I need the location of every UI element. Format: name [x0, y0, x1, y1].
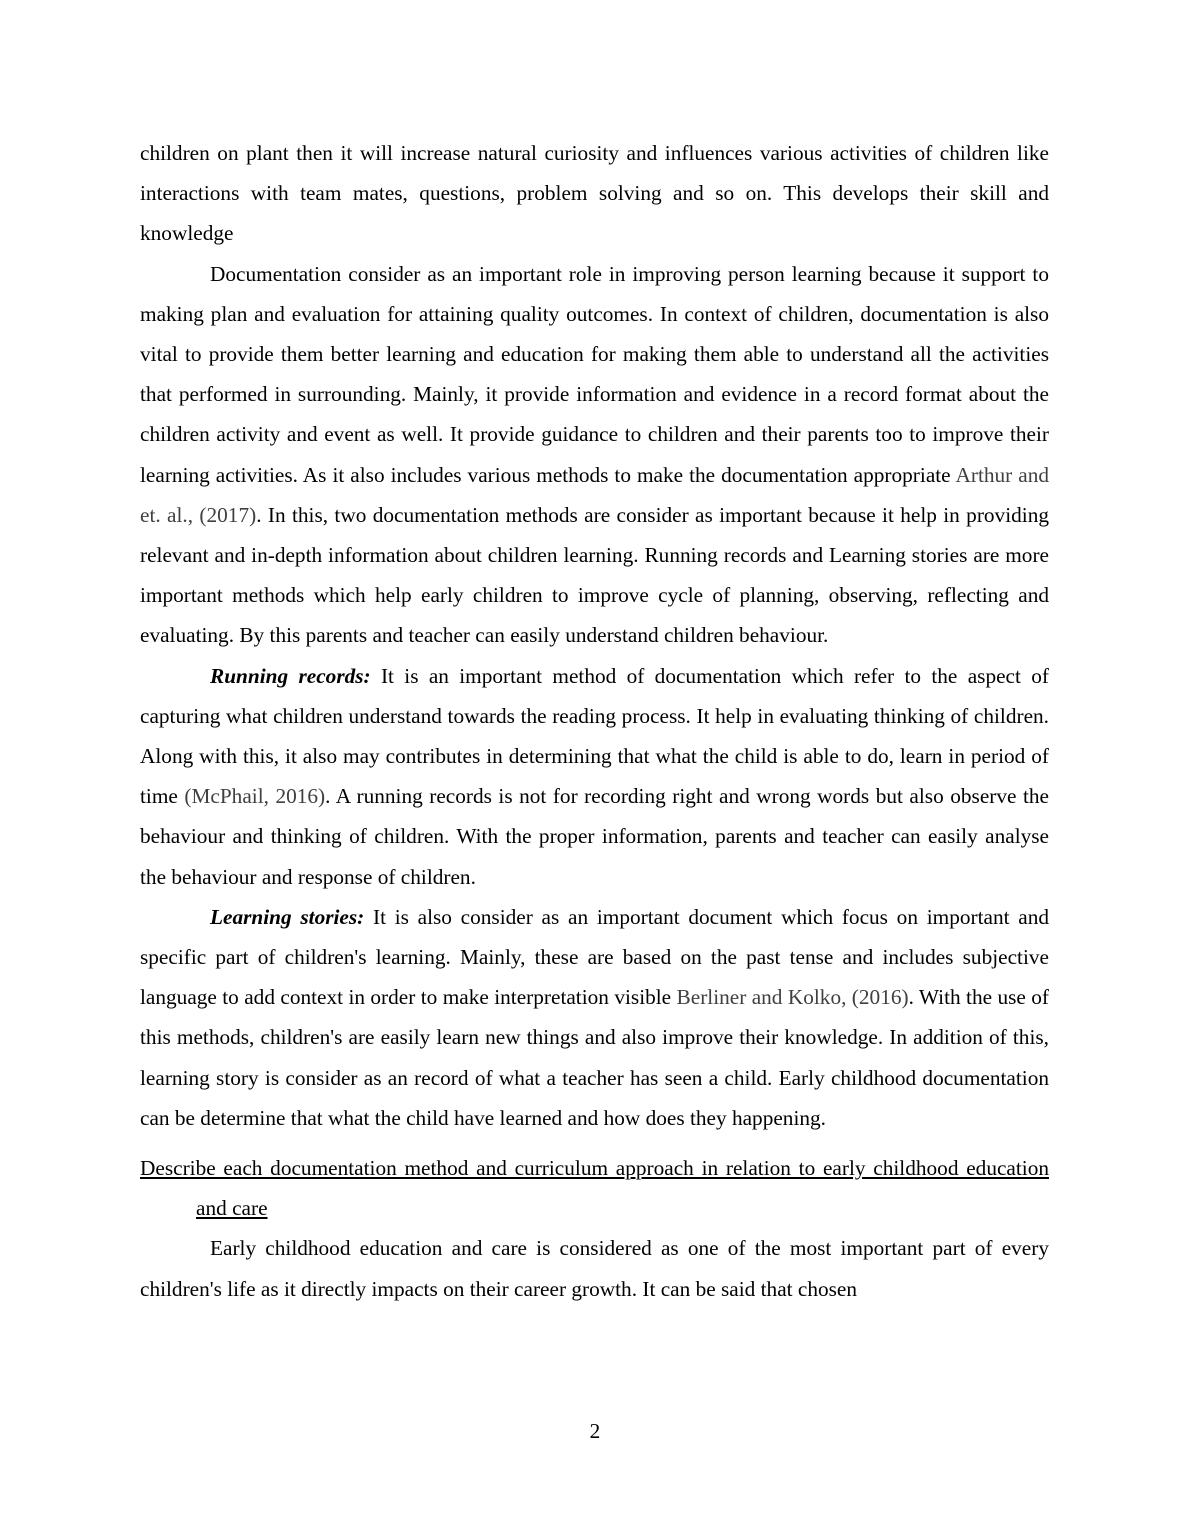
paragraph-text: It is also consider as an important document which focus on important and specific part of children's learning. Mainly, these are based on the past tense and includes subjective language to add context in order to make interpretation visible: [140, 904, 1049, 1010]
citation-mcphail: (McPhail, 2016): [184, 784, 326, 809]
paragraph-text: . A running records is not for recording right and wrong words but also observe the behaviour and thinking of children. With the proper information, parents and teacher can easily analyse the behaviour and response of children.: [140, 784, 1049, 889]
page-number: 2: [589, 1419, 601, 1443]
paragraph-text: . In this, two documentation methods are consider as important because it help in providing relevant and in-depth information about children learning. Running records and Learning stories are more important methods which help early children to improve cycle of planning, observing, reflecting and evaluating. By this parents and teacher can easily understand children behaviour.: [140, 502, 1049, 648]
citation-arthur: Arthur and et. al., (2017): [140, 462, 1049, 527]
paragraph-running-records: [140, 656, 1049, 897]
paragraph-text: children on plant then it will increase natural curiosity and influences various activities of children like interactions with team mates, questions, problem solving and so on. This develops their skill and knowledge: [140, 141, 1049, 246]
paragraph-documentation: [140, 254, 1049, 656]
section-heading: Describe each documentation method and curriculum approach in relation to early childhood education and care: [140, 1156, 1049, 1221]
paragraph-text: . With the use of this methods, children's are easily learn new things and also improve their knowledge. In addition of this, learning story is consider as an record of what a teacher has seen a child. Early childhood documentation can be determine that what the child have learned and how does they happening.: [140, 985, 1049, 1130]
citation-berliner-kolko: Berliner and Kolko, (2016): [676, 985, 909, 1010]
paragraph-text: Early childhood education and care is considered as one of the most important part of every children's life as it directly impacts on their career growth. It can be said that chosen: [140, 1236, 1049, 1301]
document-body: [140, 133, 1049, 1309]
paragraph-text: It is an important method of documentation which refer to the aspect of capturing what children understand towards the reading process. It help in evaluating thinking of children. Along with this, it also may contributes in determining that what the child is able to do, learn in period of time: [140, 663, 1049, 809]
paragraph-continuation: [140, 133, 1049, 254]
paragraph-text: Documentation consider as an important role in improving person learning because it support to making plan and evaluation for attaining quality outcomes. In context of children, documentation is also vital to provide them better learning and education for making them able to understand all the activities that performed in surrounding. Mainly, it provide information and evidence in a record format about the children activity and event as well. It provide guidance to children and their parents too to improve their learning activities. As it also includes various methods to make the documentation appropriate: [140, 261, 1049, 487]
run-in-heading-learning-stories: Learning stories:: [210, 904, 365, 929]
paragraph-early-childhood: [140, 1228, 1049, 1308]
paragraph-learning-stories: [140, 897, 1049, 1138]
run-in-heading-running-records: Running records:: [210, 663, 371, 688]
